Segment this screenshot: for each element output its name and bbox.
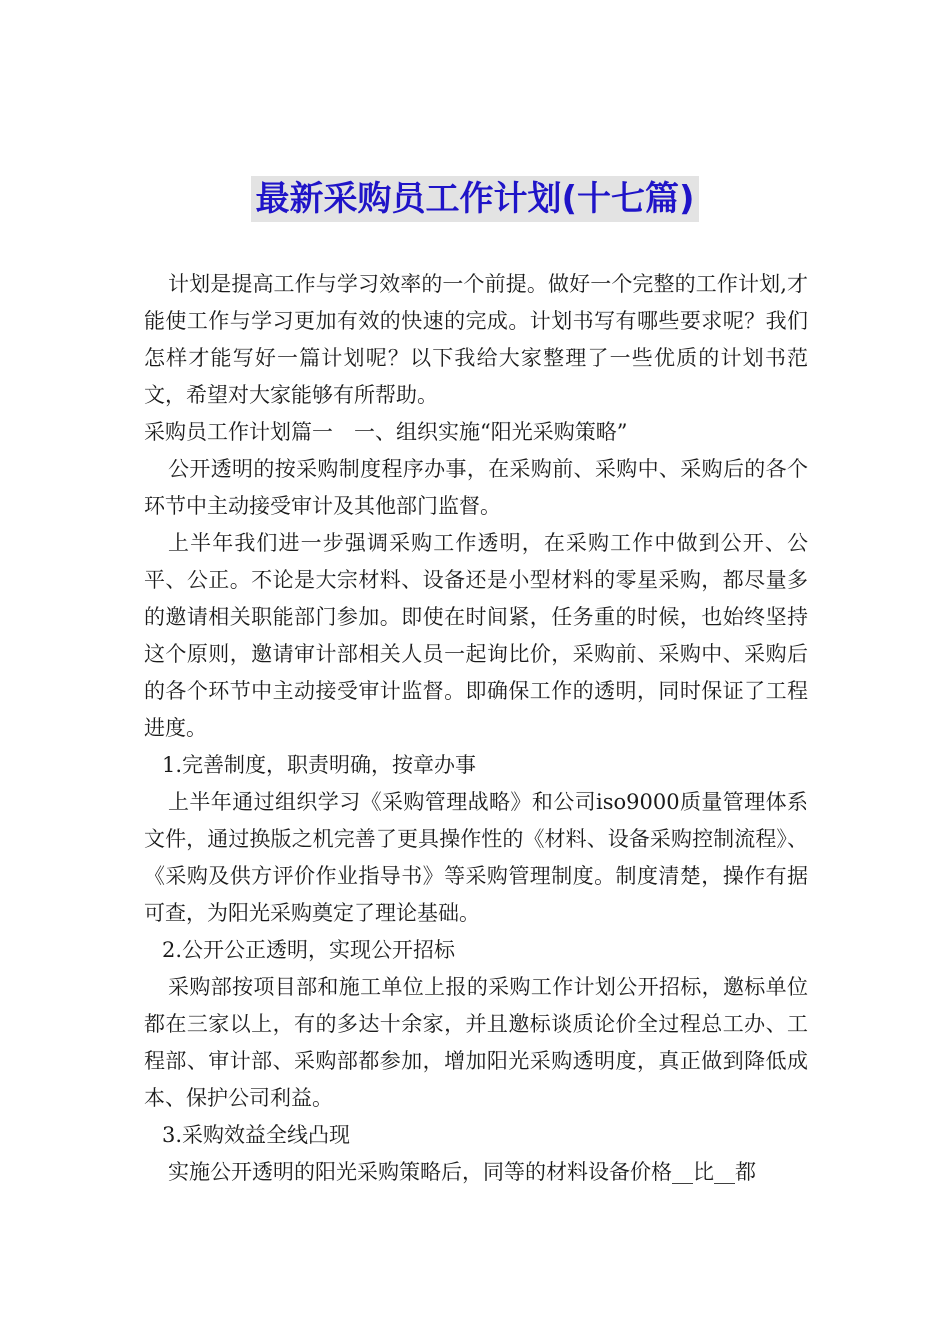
title-container: [0, 176, 950, 222]
subheading: 2.公开公正透明，实现公开招标: [162, 938, 456, 962]
document-body: [144, 266, 808, 1191]
body-paragraph: 公开透明的按采购制度程序办事，在采购前、采购中、采购后的各个环节中主动接受审计及其他部门监督。: [144, 457, 808, 518]
section-heading: 采购员工作计划篇一 一、组织实施“阳光采购策略”: [144, 420, 628, 444]
subheading: 3.采购效益全线凸现: [162, 1123, 351, 1147]
intro-paragraph: 计划是提高工作与学习效率的一个前提。做好一个完整的工作计划,才能使工作与学习更加有效的快速的完成。计划书写有哪些要求呢？我们怎样才能写好一篇计划呢？以下我给大家整理了一些优质的计划书范文，希望对大家能够有所帮助。: [144, 272, 808, 407]
body-paragraph: 上半年通过组织学习《采购管理战略》和公司iso9000质量管理体系文件，通过换版之机完善了更具操作性的《材料、设备采购控制流程》、《采购及供方评价作业指导书》等采购管理制度。制度清楚，操作有据可查，为阳光采购奠定了理论基础。: [144, 790, 808, 925]
body-paragraph: 实施公开透明的阳光采购策略后，同等的材料设备价格__比__都: [168, 1160, 756, 1184]
body-paragraph: 采购部按项目部和施工单位上报的采购工作计划公开招标，邀标单位都在三家以上，有的多达十余家，并且邀标谈质论价全过程总工办、工程部、审计部、采购部都参加，增加阳光采购透明度，真正做到降低成本、保护公司利益。: [144, 975, 808, 1110]
subheading: 1.完善制度，职责明确，按章办事: [162, 753, 477, 777]
document-title: 最新采购员工作计划(十七篇): [251, 176, 698, 222]
body-paragraph: 上半年我们进一步强调采购工作透明，在采购工作中做到公开、公平、公正。不论是大宗材料、设备还是小型材料的零星采购，都尽量多的邀请相关职能部门参加。即使在时间紧，任务重的时候，也始终坚持这个原则，邀请审计部相关人员一起询比价，采购前、采购中、采购后的各个环节中主动接受审计监督。即确保工作的透明，同时保证了工程进度。: [144, 531, 808, 740]
